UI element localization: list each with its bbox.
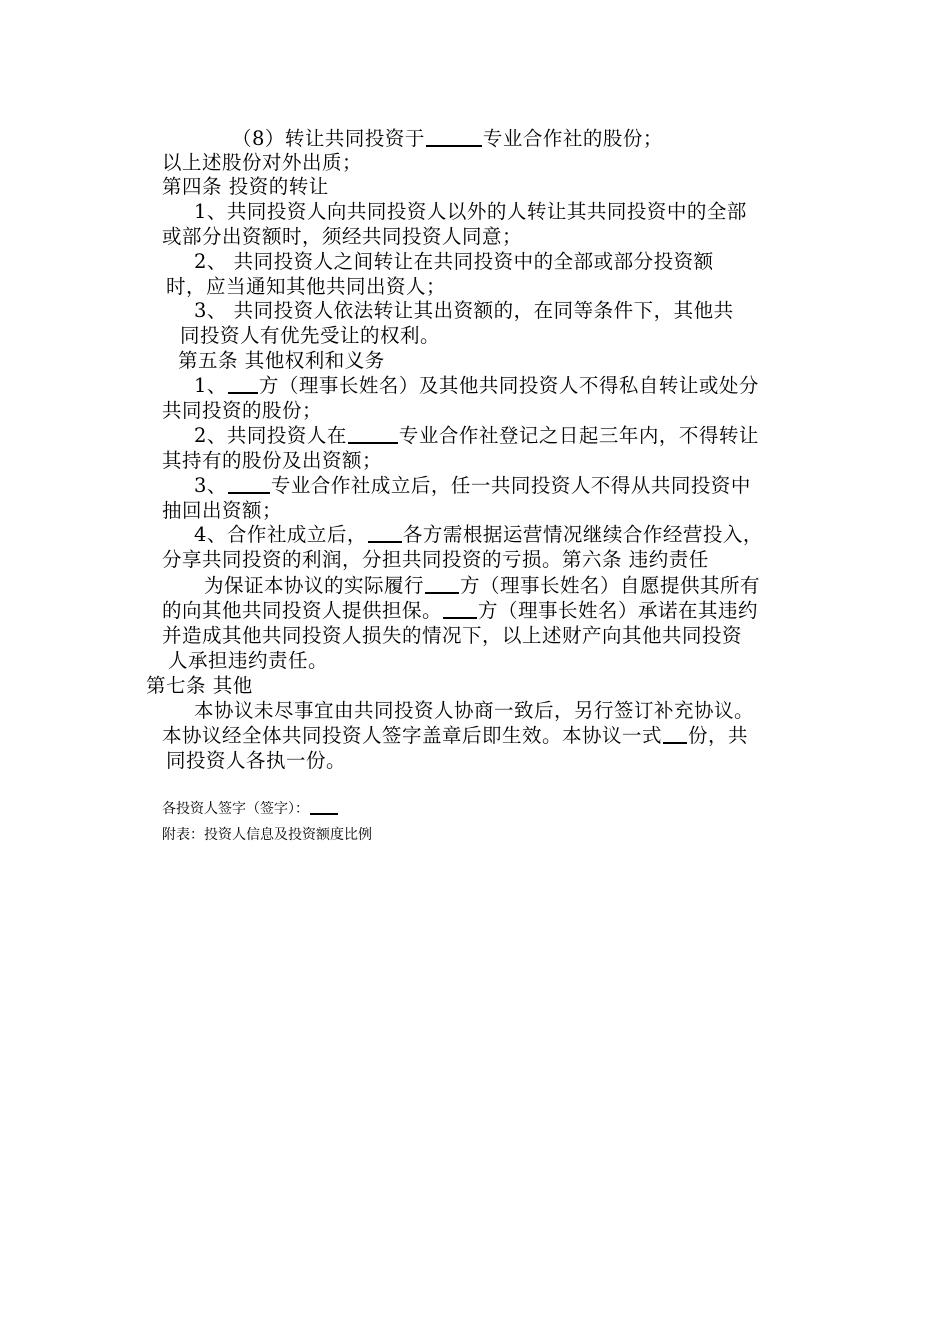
paragraph-line: 抽回出资额；	[162, 499, 283, 522]
paragraph-line: 的向其他共同投资人提供担保。 方（理事长姓名）承诺在其违约	[162, 599, 759, 622]
paragraph-line: 1、 方（理事长姓名）及其他共同投资人不得私自转让或处分	[194, 374, 759, 397]
paragraph-line: 4、合作社成立后， 各方需根据运营情况继续合作经营投入，	[194, 523, 763, 546]
paragraph-line: 同投资人各执一份。	[166, 749, 347, 772]
paragraph-line: 本协议经全体共同投资人签字盖章后即生效。本协议一式 份，共	[162, 724, 749, 747]
blank-parties	[368, 523, 402, 543]
paragraph-line: 1、共同投资人向共同投资人以外的人转让其共同投资中的全部	[194, 200, 747, 223]
paragraph-line: 以上述股份对外出质；	[162, 151, 363, 174]
blank-copies	[663, 724, 687, 744]
blank-signature	[310, 800, 338, 815]
paragraph-line: 2、 共同投资人之间转让在共同投资中的全部或部分投资额	[194, 250, 714, 273]
paragraph-line: 3、 共同投资人依法转让其出资额的，在同等条件下，其他共	[194, 299, 734, 322]
clause-3-item-8: （8）转让共同投资于 专业合作社的股份；	[232, 127, 663, 150]
blank-party	[228, 374, 258, 394]
paragraph-line: 本协议未尽事宜由共同投资人协商一致后，另行签订补充协议。	[194, 699, 755, 722]
blank-cooperative-name	[348, 424, 398, 444]
section-heading-article-7: 第七条 其他	[146, 674, 253, 697]
section-heading-article-5: 第五条 其他权利和义务	[178, 349, 385, 372]
paragraph-line: 为保证本协议的实际履行 方（理事长姓名）自愿提供其所有	[204, 574, 761, 597]
blank-party	[425, 574, 459, 594]
appendix-note: 附表：投资人信息及投资额度比例	[162, 827, 372, 843]
blank-party	[443, 599, 477, 619]
signature-line: 各投资人签字（签字）：	[162, 800, 339, 818]
paragraph-line: 2、共同投资人在 专业合作社登记之日起三年内，不得转让	[194, 424, 759, 447]
paragraph-line: 并造成其他共同投资人损失的情况下，以上述财产向其他共同投资	[162, 624, 743, 647]
section-heading-article-4: 第四条 投资的转让	[162, 175, 329, 198]
paragraph-line: 分享共同投资的利润，分担共同投资的亏损。第六条 违约责任	[162, 548, 709, 571]
blank-cooperative-name	[228, 474, 270, 494]
paragraph-line: 其持有的股份及出资额；	[162, 449, 383, 472]
paragraph-line: 人承担违约责任。	[168, 649, 329, 672]
paragraph-line: 3、 专业合作社成立后，任一共同投资人不得从共同投资中	[194, 474, 751, 497]
paragraph-line: 同投资人有优先受让的权利。	[180, 324, 441, 347]
blank-cooperative-name	[426, 127, 482, 147]
paragraph-line: 或部分出资额时，须经共同投资人同意；	[162, 225, 523, 248]
paragraph-line: 共同投资的股份；	[162, 399, 323, 422]
paragraph-line: 时，应当通知其他共同出资人；	[166, 275, 447, 298]
